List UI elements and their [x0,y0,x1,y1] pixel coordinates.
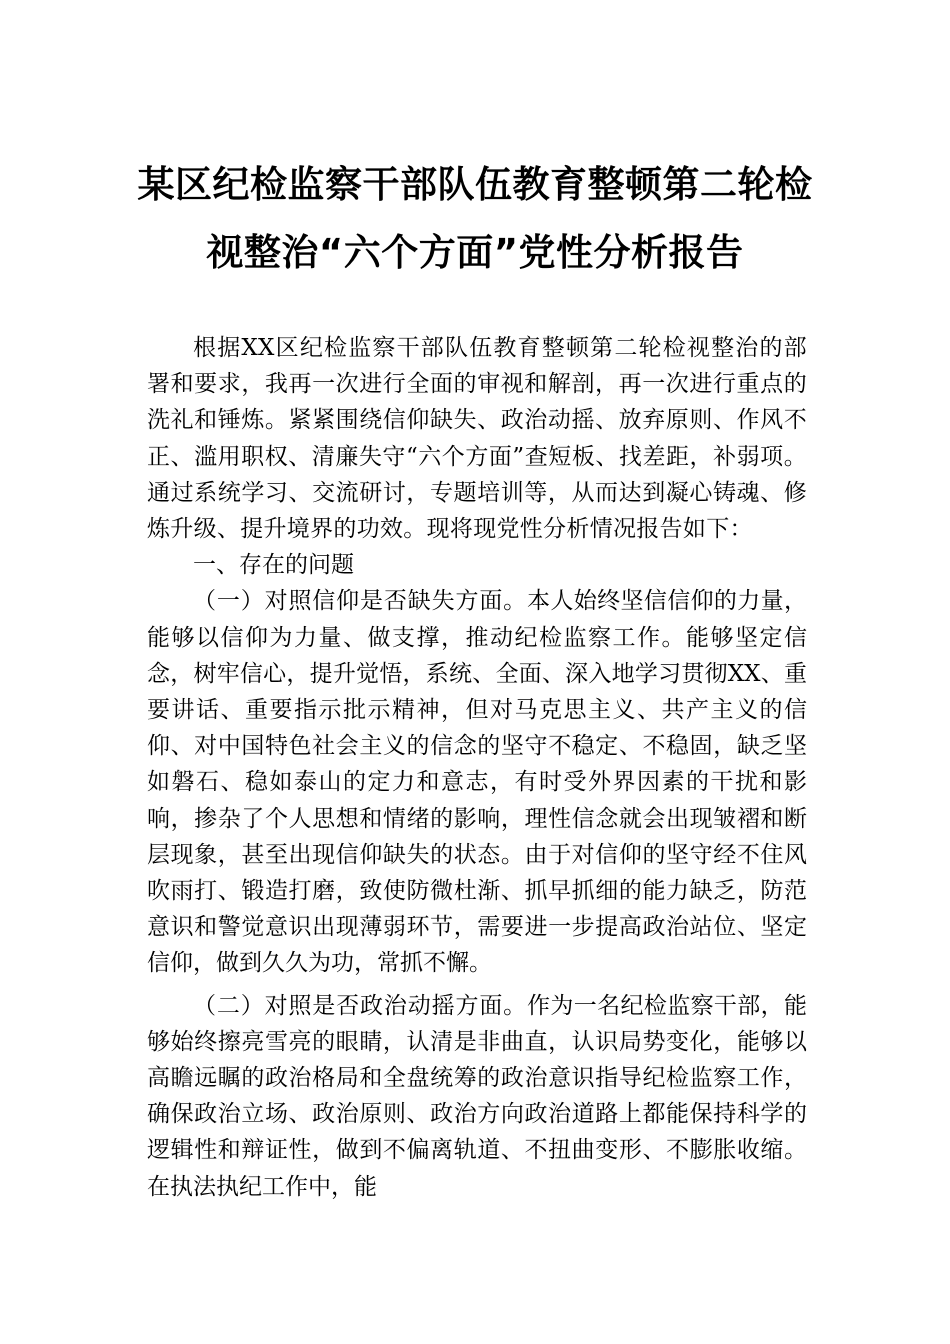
document-body [147,330,807,1205]
document-title-line-2: 视整治“六个方面”党性分析报告 [206,231,744,274]
subsection-1-lead: （一）对照信仰是否缺失方面。 [193,588,528,615]
subsection-2-text: 作为一名纪检监察干部，能够始终擦亮雪亮的眼睛，认清是非曲直，认识局势变化，能够以高瞻远瞩的政治格局和全盘统筹的政治意识指导纪检监察工作，确保政治立场、政治原则、政治方向政治道路上都能保持科学的逻辑性和辩证性，做到不偏离轨道、不扭曲变形、不膨胀收缩。在执法执纪工作中，能 [147,992,808,1200]
intro-paragraph: 根据XX区纪检监察干部队伍教育整顿第二轮检视整治的部署和要求，我再一次进行全面的审视和解剖，再一次进行重点的洗礼和锤炼。紧紧围绕信仰缺失、政治动摇、放弃原则、作风不正、滥用职权、清廉失守“六个方面”查短板、找差距，补弱项。通过系统学习、交流研讨，专题培训等，从而达到凝心铸魂、修炼升级、提升境界的功效。现将现党性分析情况报告如下： [147,335,807,543]
subsection-2-lead: （二）对照是否政治动摇方面。 [193,992,528,1019]
subsection-2-paragraph [147,988,807,1205]
subsection-1-paragraph [147,583,807,981]
document-title-line-1: 某区纪检监察干部队伍教育整顿第二轮检 [137,163,813,206]
section-1-heading: 一、存在的问题 [193,552,354,579]
subsection-1-text: 本人始终坚信信仰的力量，能够以信仰为力量、做支撑，推动纪检监察工作。能够坚定信念，树牢信心，提升觉悟，系统、全面、深入地学习贯彻XX、重要讲话、重要指示批示精神，但对马克思主义、共产主义的信仰、对中国特色社会主义的信念的坚守不稳定、不稳固，缺乏坚如磐石、稳如泰山的定力和意志，有时受外界因素的干扰和影响，掺杂了个人思想和情绪的影响，理性信念就会出现皱褶和断层现象，甚至出现信仰缺失的状态。由于对信仰的坚守经不住风吹雨打、锻造打磨，致使防微杜渐、抓早抓细的能力缺乏，防范意识和警觉意识出现薄弱环节，需要进一步提高政治站位、坚定信仰，做到久久为功，常抓不懈。 [147,588,808,977]
